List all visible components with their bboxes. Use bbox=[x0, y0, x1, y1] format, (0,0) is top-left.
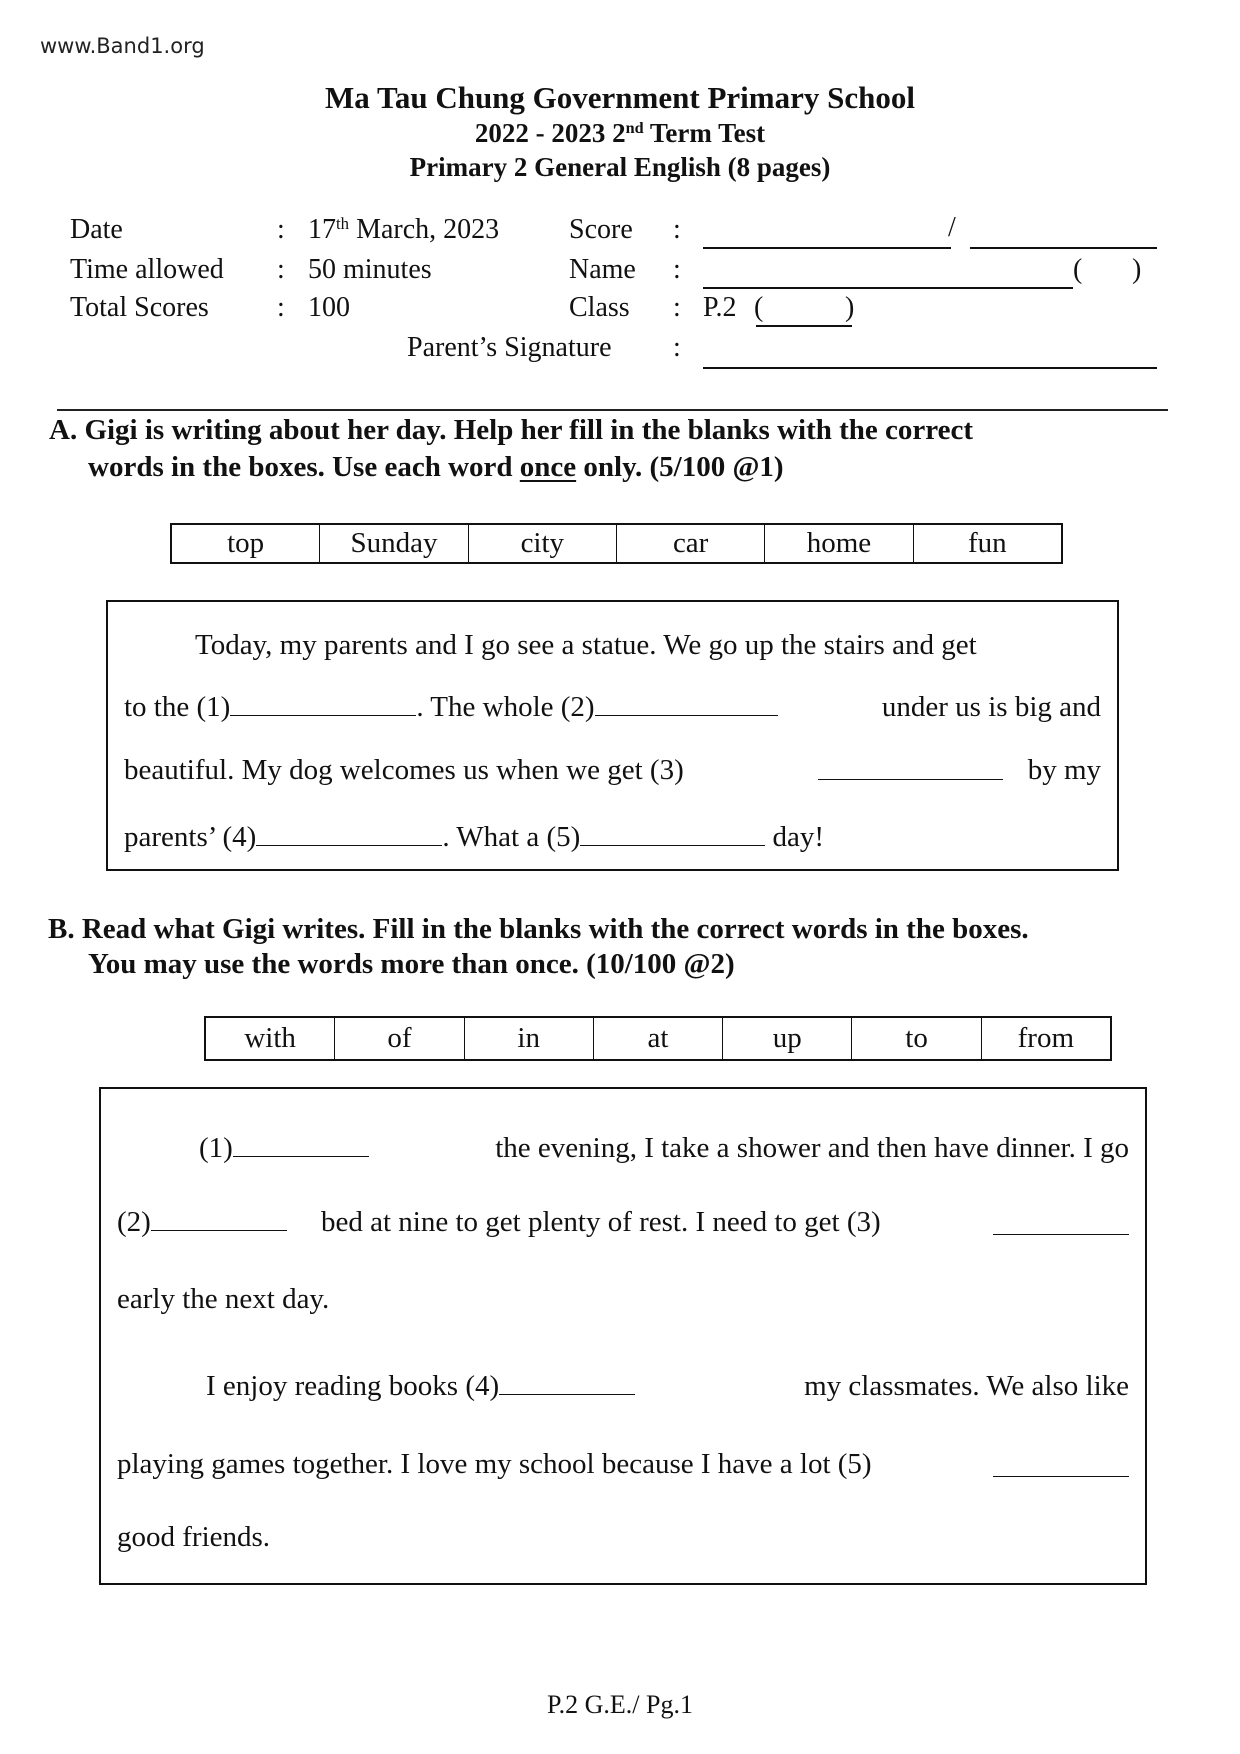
passage-a-line3: beautiful. My dog welcomes us when we get (3) bbox=[124, 754, 684, 786]
date-label: Date bbox=[70, 214, 123, 245]
score-total-input[interactable] bbox=[970, 247, 1157, 249]
date-sup: th bbox=[336, 213, 350, 233]
name-paren-close: ) bbox=[1132, 254, 1142, 285]
score-input[interactable] bbox=[703, 247, 951, 249]
name-colon: : bbox=[673, 254, 681, 285]
passage-b-text: (1) bbox=[199, 1132, 233, 1164]
section-a-heading-line2 bbox=[88, 451, 784, 484]
word-box-item: top bbox=[172, 525, 320, 562]
passage-b-line2 bbox=[117, 1206, 287, 1239]
word-box-item: home bbox=[765, 525, 913, 562]
passage-b-line4-end: my classmates. We also like bbox=[804, 1370, 1129, 1402]
passage-b-line1 bbox=[199, 1132, 369, 1165]
school-name: Ma Tau Chung Government Primary School bbox=[325, 80, 915, 115]
section-a-heading-pre: words in the boxes. Use each word bbox=[88, 451, 520, 483]
watermark: www.Band1.org bbox=[40, 34, 205, 58]
blank-a5[interactable] bbox=[580, 844, 765, 846]
term-title-sup: nd bbox=[625, 119, 644, 138]
passage-a-line2-end: under us is big and bbox=[881, 691, 1101, 723]
blank-a2[interactable] bbox=[595, 714, 778, 716]
name-label: Name bbox=[569, 254, 636, 285]
score-label: Score bbox=[569, 214, 633, 245]
word-box-item: of bbox=[335, 1018, 464, 1059]
signature-input[interactable] bbox=[703, 367, 1157, 369]
signature-label: Parent’s Signature bbox=[407, 332, 612, 363]
date-value bbox=[308, 214, 499, 246]
section-a-word-box bbox=[170, 523, 1063, 564]
date-colon: : bbox=[277, 214, 285, 245]
time-colon: : bbox=[277, 254, 285, 285]
class-label: Class bbox=[569, 292, 630, 323]
section-b-passage-box bbox=[99, 1087, 1147, 1585]
date-day: 17 bbox=[308, 214, 336, 245]
section-a-heading-line1: A. Gigi is writing about her day. Help her fill in the blanks with the correct bbox=[49, 414, 974, 446]
passage-a-text: . What a (5) bbox=[442, 821, 581, 853]
section-a-passage-box bbox=[106, 600, 1119, 871]
total-value: 100 bbox=[308, 292, 350, 323]
blank-b2[interactable] bbox=[151, 1229, 287, 1231]
page-footer: P.2 G.E./ Pg.1 bbox=[547, 1690, 693, 1719]
word-box-item: car bbox=[617, 525, 765, 562]
passage-a-text: day! bbox=[772, 821, 825, 853]
passage-b-line6: good friends. bbox=[117, 1521, 271, 1553]
subject-title: Primary 2 General English (8 pages) bbox=[409, 152, 831, 182]
section-b-heading-line2: You may use the words more than once. (10/100 @2) bbox=[88, 948, 735, 980]
class-paren-close: ) bbox=[845, 292, 855, 323]
word-box-item: in bbox=[465, 1018, 594, 1059]
blank-a3[interactable] bbox=[818, 778, 1003, 780]
signature-colon: : bbox=[673, 332, 681, 363]
word-box-item: fun bbox=[967, 527, 1007, 559]
blank-a1[interactable] bbox=[230, 714, 416, 716]
term-title-prefix: 2022 - 2023 2 bbox=[474, 118, 626, 148]
total-label: Total Scores bbox=[70, 292, 209, 323]
passage-a-line3-end: by my bbox=[1027, 754, 1101, 786]
blank-b1[interactable] bbox=[233, 1155, 369, 1157]
section-b-heading-line1: B. Read what Gigi writes. Fill in the blanks with the correct words in the boxes. bbox=[48, 913, 1029, 945]
passage-a-text: to the (1) bbox=[124, 691, 231, 723]
word-box-item: with bbox=[206, 1018, 335, 1059]
passage-a-text: parents’ (4) bbox=[124, 821, 257, 853]
score-slash: / bbox=[948, 212, 956, 243]
passage-b-text: I enjoy reading books (4) bbox=[206, 1370, 500, 1402]
term-title-suffix: Term Test bbox=[643, 118, 766, 148]
total-colon: : bbox=[277, 292, 285, 323]
class-prefix: P.2 bbox=[703, 292, 737, 323]
section-b-word-box bbox=[204, 1016, 1112, 1061]
passage-b-line1-end: the evening, I take a shower and then have dinner. I go bbox=[495, 1132, 1129, 1164]
passage-b-line2-mid: bed at nine to get plenty of rest. I need to get (3) bbox=[321, 1206, 881, 1238]
word-box-item: to bbox=[852, 1018, 981, 1059]
class-paren-open: ( bbox=[754, 292, 764, 323]
class-number-input[interactable] bbox=[1085, 258, 1129, 290]
passage-a-line1: Today, my parents and I go see a statue. We go up the stairs and get bbox=[195, 629, 977, 661]
passage-a-line4 bbox=[124, 821, 824, 854]
passage-b-line5: playing games together. I love my school because I have a lot (5) bbox=[117, 1448, 872, 1480]
class-section-input[interactable] bbox=[756, 325, 852, 327]
time-value: 50 minutes bbox=[308, 254, 432, 285]
name-input[interactable] bbox=[703, 287, 1073, 289]
passage-b-text: (2) bbox=[117, 1206, 151, 1238]
section-a-heading-once: once bbox=[519, 451, 577, 483]
blank-b5[interactable] bbox=[993, 1475, 1129, 1477]
passage-b-line4 bbox=[206, 1370, 635, 1403]
passage-a-line2 bbox=[124, 691, 778, 724]
blank-a4[interactable] bbox=[256, 844, 442, 846]
word-box-item: up bbox=[723, 1018, 852, 1059]
header-separator bbox=[57, 409, 1168, 411]
date-rest: March, 2023 bbox=[349, 214, 500, 245]
word-box-item: city bbox=[469, 525, 617, 562]
word-box-item: Sunday bbox=[320, 525, 468, 562]
blank-b4[interactable] bbox=[499, 1393, 635, 1395]
word-box-item: at bbox=[594, 1018, 723, 1059]
time-label: Time allowed bbox=[70, 254, 224, 285]
name-paren-open: ( bbox=[1073, 254, 1083, 285]
term-title bbox=[0, 118, 1240, 149]
passage-b-line3: early the next day. bbox=[117, 1283, 330, 1315]
score-colon: : bbox=[673, 214, 681, 245]
class-colon: : bbox=[673, 292, 681, 323]
section-a-heading-post: only. (5/100 @1) bbox=[576, 451, 784, 483]
passage-a-text: . The whole (2) bbox=[416, 691, 595, 723]
word-box-item: from bbox=[1017, 1022, 1075, 1054]
blank-b3[interactable] bbox=[993, 1233, 1129, 1235]
